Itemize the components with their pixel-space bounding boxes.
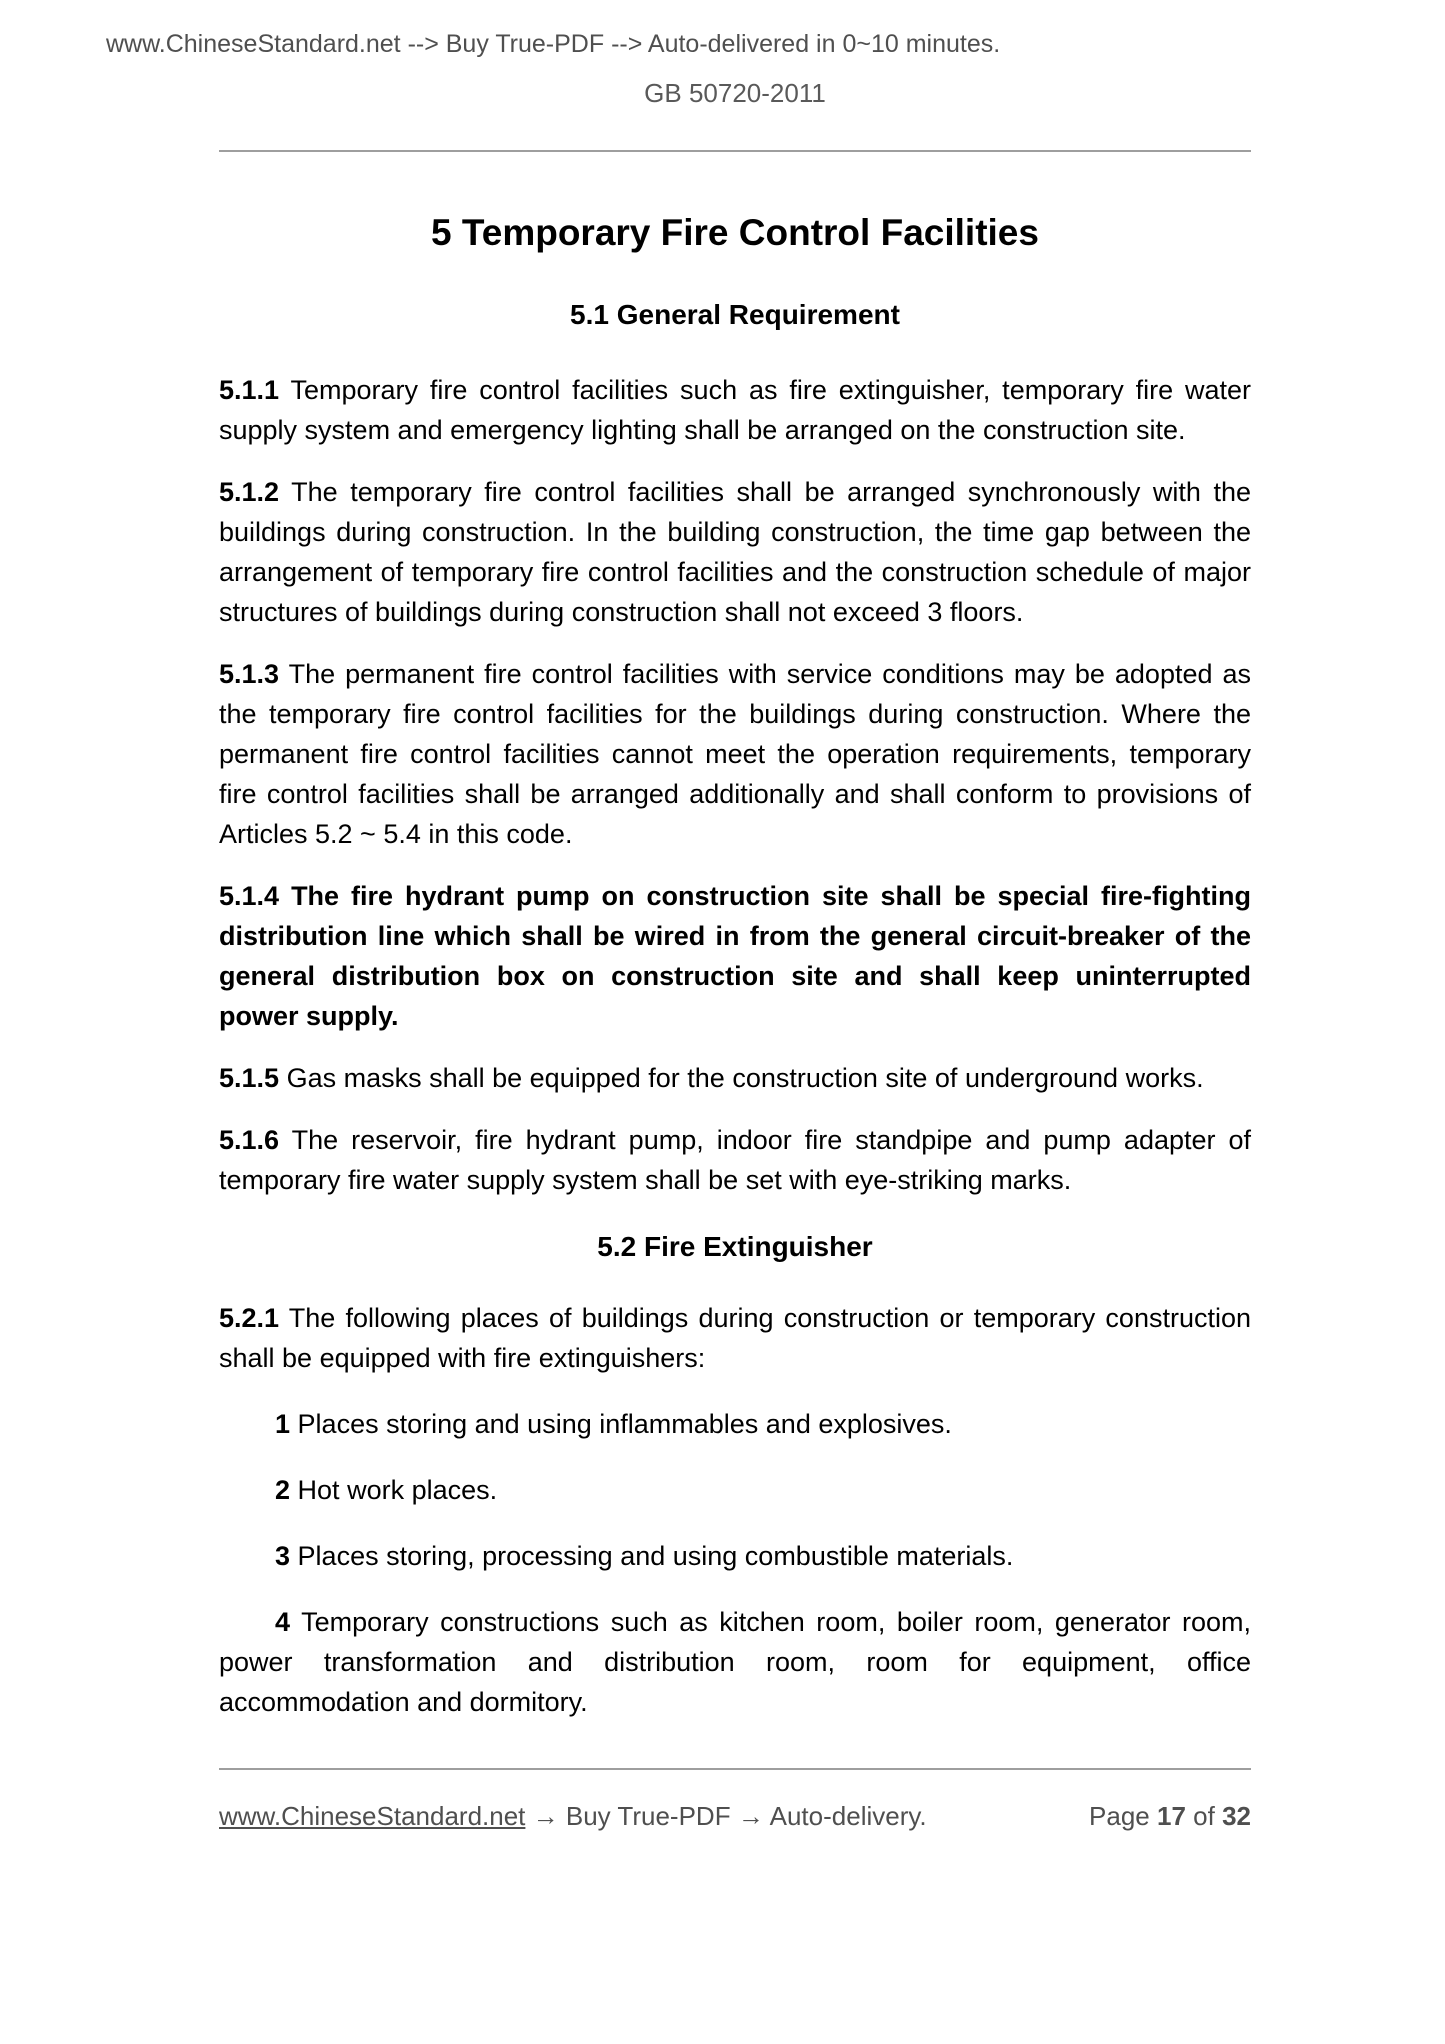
section-5-1-heading: 5.1 General Requirement (570, 299, 900, 330)
footer-promo (219, 1800, 927, 1832)
item-text: Places storing and using inflammables and explosives. (297, 1409, 952, 1439)
article-number: 5.2.1 (219, 1303, 280, 1333)
article-number: 5.1.2 (219, 477, 280, 507)
item-text: Places storing, processing and using combustible materials. (297, 1541, 1014, 1571)
article-text: Temporary fire control facilities such as fire extinguisher, temporary fire water supply system and emergency lighting shall be arranged on the construction site. (219, 375, 1251, 445)
paragraph-5-1-6 (219, 1120, 1251, 1200)
article-number: 5.1.3 (219, 659, 280, 689)
chapter-title: 5 Temporary Fire Control Facilities (431, 212, 1039, 253)
article-number: 5.1.1 (219, 375, 280, 405)
arrow-right-icon: → (737, 1801, 764, 1831)
page-indicator (1089, 1800, 1251, 1832)
item-number: 4 (275, 1607, 291, 1637)
page-label: Page (1089, 1801, 1150, 1831)
page-content (219, 0, 1251, 1832)
article-text: The temporary fire control facilities shall be arranged synchronously with the buildings during construction. In the building construction, the time gap between the arrangement of temporary fire control facilities and the construction schedule of major structures of buildings during construction shall not exceed 3 floors. (219, 477, 1251, 627)
header-rule (219, 150, 1251, 152)
article-number: 5.1.4 (219, 881, 280, 911)
item-number: 1 (275, 1409, 291, 1439)
list-item-3 (219, 1536, 1251, 1576)
paragraph-5-1-2 (219, 472, 1251, 632)
header-promo-text: www.ChineseStandard.net --> Buy True-PDF --> Auto-delivered in 0~10 minutes. (106, 30, 1001, 58)
footer-buy-text: Buy True-PDF (565, 1801, 731, 1831)
article-number: 5.1.6 (219, 1125, 280, 1155)
of-label: of (1193, 1801, 1215, 1831)
paragraph-5-1-5 (219, 1058, 1251, 1098)
arrow-right-icon: → (532, 1801, 559, 1831)
standard-number: GB 50720-2011 (644, 78, 826, 108)
list-item-4 (219, 1602, 1251, 1722)
footer (219, 1800, 1251, 1832)
footer-rule (219, 1768, 1251, 1770)
section-5-2-heading: 5.2 Fire Extinguisher (597, 1231, 873, 1262)
article-text: Gas masks shall be equipped for the construction site of underground works. (286, 1063, 1204, 1093)
list-item-2 (219, 1470, 1251, 1510)
paragraph-5-1-4 (219, 876, 1251, 1036)
page-current: 17 (1157, 1801, 1186, 1831)
item-number: 2 (275, 1475, 291, 1505)
paragraph-5-2-1 (219, 1298, 1251, 1378)
article-text: The following places of buildings during construction or temporary construction shall be equipped with fire extinguishers: (219, 1303, 1251, 1373)
footer-site-link[interactable]: www.ChineseStandard.net (219, 1801, 526, 1831)
article-number: 5.1.5 (219, 1063, 280, 1093)
article-text: The permanent fire control facilities with service conditions may be adopted as the temporary fire control facilities for the buildings during construction. Where the permanent fire control facilities cannot meet the operation requirements, temporary fire control facilities shall be arranged additionally and shall conform to provisions of Articles 5.2 ~ 5.4 in this code. (219, 659, 1252, 849)
article-text: The fire hydrant pump on construction site shall be special fire-fighting distribution line which shall be wired in from the general circuit-breaker of the general distribution box on construction site and shall keep uninterrupted power supply. (219, 881, 1251, 1031)
item-text: Temporary constructions such as kitchen room, boiler room, generator room, power transformation and distribution room, room for equipment, office accommodation and dormitory. (219, 1607, 1252, 1717)
paragraph-5-1-1 (219, 370, 1251, 450)
footer-delivery-text: Auto-delivery. (769, 1801, 927, 1831)
item-number: 3 (275, 1541, 291, 1571)
page-total: 32 (1222, 1801, 1251, 1831)
article-text: The reservoir, fire hydrant pump, indoor fire standpipe and pump adapter of temporary fire water supply system shall be set with eye-striking marks. (219, 1125, 1252, 1195)
list-item-1 (219, 1404, 1251, 1444)
paragraph-5-1-3 (219, 654, 1251, 854)
item-text: Hot work places. (297, 1475, 498, 1505)
